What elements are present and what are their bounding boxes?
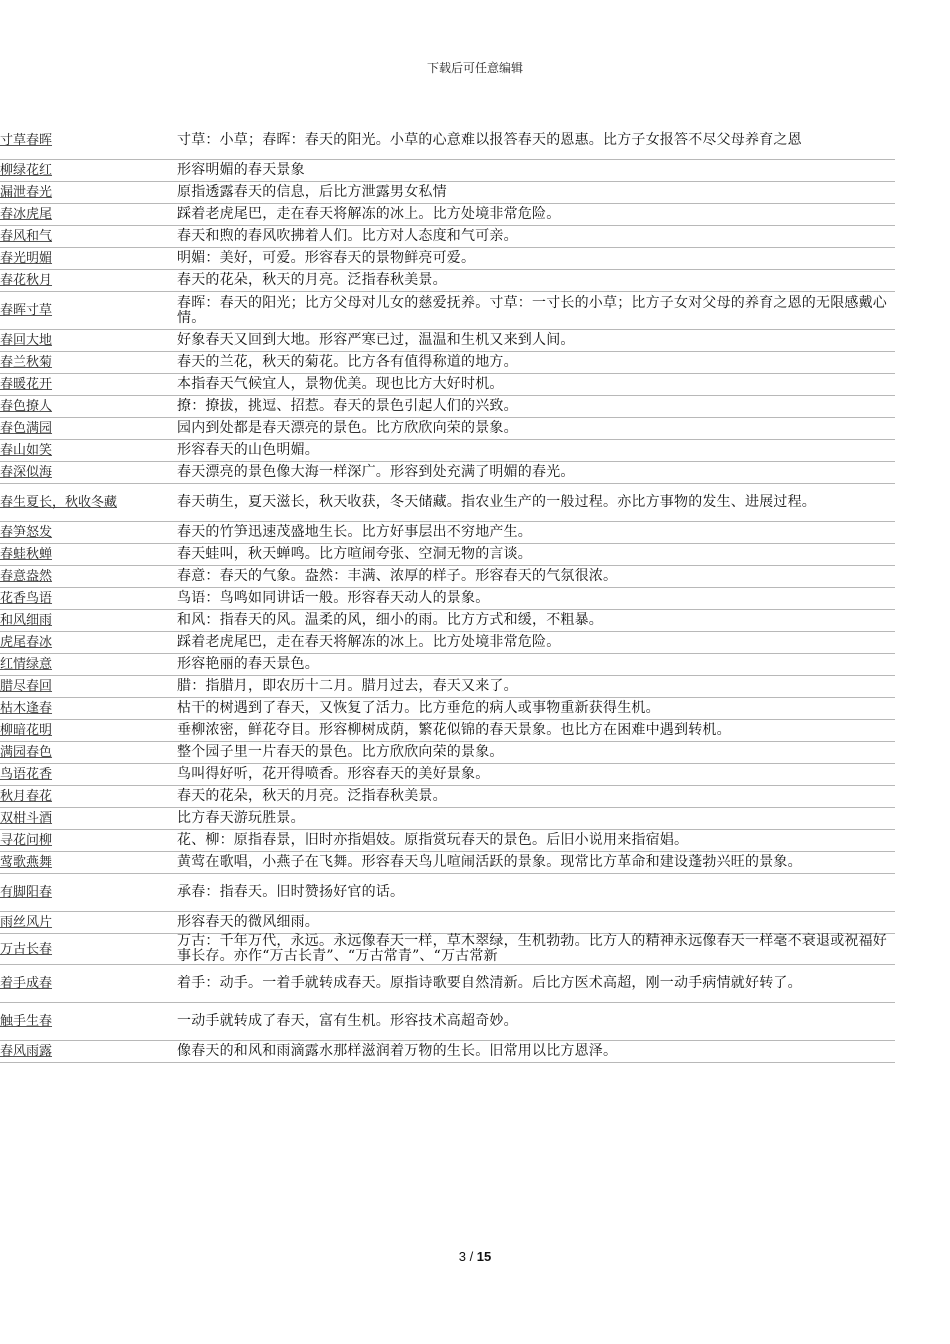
- idiom-term-cell: [0, 204, 177, 226]
- idiom-term-cell: [0, 830, 177, 852]
- idiom-term-cell: [0, 374, 177, 396]
- idiom-term-link[interactable]: 鸟语花香: [0, 767, 53, 782]
- idiom-term-cell: [0, 1041, 177, 1063]
- idiom-definition: 着手：动手。一着手就转成春天。原指诗歌要自然清新。后比方医术高超，刚一动手病情就好转了。: [177, 965, 895, 1003]
- table-row: [0, 462, 895, 484]
- idiom-term-cell: [0, 484, 177, 522]
- idiom-definition: 形容明媚的春天景象: [177, 160, 895, 182]
- idiom-definition: 像春天的和风和雨滴露水那样滋润着万物的生长。旧常用以比方恩泽。: [177, 1041, 895, 1063]
- table-row: [0, 610, 895, 632]
- table-row: [0, 808, 895, 830]
- idiom-definition: 和风：指春天的风。温柔的风，细小的雨。比方方式和缓，不粗暴。: [177, 610, 895, 632]
- idiom-term-link[interactable]: 春暖花开: [0, 377, 53, 392]
- idiom-definition: 一动手就转成了春天，富有生机。形容技术高超奇妙。: [177, 1003, 895, 1041]
- table-row: [0, 270, 895, 292]
- table-row: [0, 698, 895, 720]
- idiom-definition: 黄莺在歌唱，小燕子在飞舞。形容春天鸟儿喧闹活跃的景象。现常比方革命和建设蓬勃兴旺的景象。: [177, 852, 895, 874]
- table-row: [0, 764, 895, 786]
- idiom-definition: 春晖：春天的阳光；比方父母对儿女的慈爱抚养。寸草：一寸长的小草；比方子女对父母的养育之恩的无限感戴心情。: [177, 292, 895, 330]
- idiom-term-link[interactable]: 春花秋月: [0, 273, 53, 288]
- idiom-table-body: [0, 122, 895, 1063]
- table-row: [0, 632, 895, 654]
- idiom-definition: 春天的兰花，秋天的菊花。比方各有值得称道的地方。: [177, 352, 895, 374]
- idiom-term-link[interactable]: 春兰秋菊: [0, 355, 53, 370]
- table-row: [0, 588, 895, 610]
- table-row: [0, 352, 895, 374]
- idiom-term-link[interactable]: 春光明媚: [0, 251, 53, 266]
- idiom-term-link[interactable]: 虎尾春冰: [0, 635, 53, 650]
- idiom-term-cell: [0, 270, 177, 292]
- table-row: [0, 160, 895, 182]
- idiom-term-cell: [0, 522, 177, 544]
- idiom-definition: 鸟叫得好听，花开得喷香。形容春天的美好景象。: [177, 764, 895, 786]
- idiom-term-link[interactable]: 有脚阳春: [0, 885, 53, 900]
- idiom-definition: 枯干的树遇到了春天，又恢复了活力。比方垂危的病人或事物重新获得生机。: [177, 698, 895, 720]
- table-row: [0, 248, 895, 270]
- idiom-term-cell: [0, 566, 177, 588]
- table-row: [0, 1041, 895, 1063]
- idiom-term-cell: [0, 874, 177, 912]
- idiom-definition: 园内到处都是春天漂亮的景色。比方欣欣向荣的景象。: [177, 418, 895, 440]
- table-row: [0, 122, 895, 160]
- idiom-definition: 春天萌生，夏天滋长，秋天收获，冬天储藏。指农业生产的一般过程。亦比方事物的发生、进展过程。: [177, 484, 895, 522]
- idiom-term-cell: [0, 292, 177, 330]
- table-row: [0, 522, 895, 544]
- idiom-term-link[interactable]: 腊尽春回: [0, 679, 53, 694]
- idiom-definition: 原指透露春天的信息，后比方泄露男女私情: [177, 182, 895, 204]
- idiom-term-cell: [0, 698, 177, 720]
- table-row: [0, 566, 895, 588]
- idiom-term-link[interactable]: 春深似海: [0, 465, 53, 480]
- table-row: [0, 484, 895, 522]
- idiom-term-cell: [0, 632, 177, 654]
- idiom-definition: 承春：指春天。旧时赞扬好官的话。: [177, 874, 895, 912]
- idiom-term-link[interactable]: 春意盎然: [0, 569, 53, 584]
- idiom-term-cell: [0, 122, 177, 160]
- idiom-term-cell: [0, 676, 177, 698]
- idiom-term-link[interactable]: 红情绿意: [0, 657, 53, 672]
- idiom-definition: 寸草：小草；春晖：春天的阳光。小草的心意难以报答春天的恩惠。比方子女报答不尽父母养育之恩: [177, 122, 895, 160]
- idiom-definition: 万古：千年万代，永远。永远像春天一样，草木翠绿，生机勃勃。比方人的精神永远像春天一样毫不衰退或祝福好事长存。亦作“万古长青”、“万古常青”、“万古常新: [177, 934, 895, 965]
- table-row: [0, 374, 895, 396]
- table-row: [0, 418, 895, 440]
- table-row: [0, 396, 895, 418]
- idiom-term-cell: [0, 912, 177, 934]
- idiom-term-cell: [0, 544, 177, 566]
- page-number-total: 15: [476, 1249, 492, 1264]
- table-row: [0, 1003, 895, 1041]
- idiom-definition: 春意：春天的气象。盎然：丰满、浓厚的样子。形容春天的气氛很浓。: [177, 566, 895, 588]
- idiom-term-link[interactable]: 莺歌燕舞: [0, 855, 53, 870]
- idiom-term-link[interactable]: 触手生春: [0, 1014, 53, 1029]
- idiom-definition: 春天的花朵，秋天的月亮。泛指春秋美景。: [177, 270, 895, 292]
- table-row: [0, 786, 895, 808]
- idiom-term-link[interactable]: 春色撩人: [0, 399, 53, 414]
- idiom-table: [0, 122, 895, 1063]
- idiom-term-cell: [0, 160, 177, 182]
- idiom-definition: 形容春天的山色明媚。: [177, 440, 895, 462]
- idiom-term-cell: [0, 965, 177, 1003]
- idiom-definition: 踩着老虎尾巴，走在春天将解冻的冰上。比方处境非常危险。: [177, 632, 895, 654]
- idiom-term-link[interactable]: 柳暗花明: [0, 723, 53, 738]
- idiom-definition: 踩着老虎尾巴，走在春天将解冻的冰上。比方处境非常危险。: [177, 204, 895, 226]
- table-row: [0, 912, 895, 934]
- idiom-term-cell: [0, 418, 177, 440]
- idiom-definition: 本指春天气候宜人，景物优美。现也比方大好时机。: [177, 374, 895, 396]
- idiom-term-cell: [0, 808, 177, 830]
- table-row: [0, 330, 895, 352]
- idiom-definition: 春天的竹笋迅速茂盛地生长。比方好事层出不穷地产生。: [177, 522, 895, 544]
- idiom-term-cell: [0, 852, 177, 874]
- table-row: [0, 654, 895, 676]
- idiom-term-link[interactable]: 满园春色: [0, 745, 53, 760]
- table-row: [0, 965, 895, 1003]
- idiom-term-cell: [0, 1003, 177, 1041]
- idiom-definition: 花、柳：原指春景，旧时亦指娼妓。原指赏玩春天的景色。后旧小说用来指宿娼。: [177, 830, 895, 852]
- idiom-term-link[interactable]: 枯木逢春: [0, 701, 53, 716]
- table-row: [0, 676, 895, 698]
- idiom-definition: 鸟语：鸟鸣如同讲话一般。形容春天动人的景象。: [177, 588, 895, 610]
- idiom-definition: 春天的花朵，秋天的月亮。泛指春秋美景。: [177, 786, 895, 808]
- idiom-term-link[interactable]: 秋月春花: [0, 789, 53, 804]
- idiom-term-cell: [0, 786, 177, 808]
- idiom-term-link[interactable]: 漏泄春光: [0, 185, 53, 200]
- idiom-term-cell: [0, 934, 177, 965]
- idiom-term-cell: [0, 764, 177, 786]
- idiom-term-link[interactable]: 寸草春晖: [0, 133, 53, 148]
- table-row: [0, 720, 895, 742]
- idiom-term-link[interactable]: 寻花问柳: [0, 833, 53, 848]
- table-row: [0, 292, 895, 330]
- table-row: [0, 742, 895, 764]
- idiom-definition: 整个园子里一片春天的景色。比方欣欣向荣的景象。: [177, 742, 895, 764]
- idiom-term-link[interactable]: 春冰虎尾: [0, 207, 53, 222]
- idiom-term-link[interactable]: 万古长春: [0, 941, 53, 957]
- table-row: [0, 934, 895, 965]
- idiom-term-cell: [0, 654, 177, 676]
- table-row: [0, 182, 895, 204]
- page-footer: [0, 1249, 950, 1264]
- idiom-term-link[interactable]: 春色满园: [0, 421, 53, 436]
- idiom-definition: 好象春天又回到大地。形容严寒已过，温温和生机又来到人间。: [177, 330, 895, 352]
- idiom-term-link[interactable]: 春生夏长，秋收冬藏: [0, 495, 118, 510]
- table-row: [0, 544, 895, 566]
- idiom-term-cell: [0, 742, 177, 764]
- idiom-term-link[interactable]: 春风和气: [0, 229, 53, 244]
- idiom-definition: 比方春天游玩胜景。: [177, 808, 895, 830]
- page-header: 下载后可任意编辑: [426, 61, 523, 75]
- idiom-term-link[interactable]: 春蛙秋蝉: [0, 547, 53, 562]
- idiom-term-cell: [0, 248, 177, 270]
- table-row: [0, 830, 895, 852]
- idiom-term-cell: [0, 352, 177, 374]
- page-number-current: 3: [458, 1249, 466, 1264]
- idiom-definition: 明媚：美好，可爱。形容春天的景物鲜亮可爱。: [177, 248, 895, 270]
- idiom-term-cell: [0, 440, 177, 462]
- idiom-term-link[interactable]: 着手成春: [0, 976, 53, 991]
- idiom-definition: 春天蛙叫，秋天蝉鸣。比方喧闹夸张、空洞无物的言谈。: [177, 544, 895, 566]
- idiom-term-link[interactable]: 春晖寸草: [0, 303, 53, 318]
- idiom-term-cell: [0, 588, 177, 610]
- idiom-term-cell: [0, 610, 177, 632]
- idiom-term-cell: [0, 226, 177, 248]
- idiom-term-link[interactable]: 花香鸟语: [0, 591, 53, 606]
- idiom-term-link[interactable]: 柳绿花红: [0, 163, 53, 178]
- idiom-term-cell: [0, 396, 177, 418]
- idiom-term-link[interactable]: 雨丝风片: [0, 915, 53, 930]
- idiom-term-link[interactable]: 春回大地: [0, 333, 53, 348]
- idiom-term-cell: [0, 720, 177, 742]
- table-row: [0, 204, 895, 226]
- idiom-definition: 春天和煦的春风吹拂着人们。比方对人态度和气可亲。: [177, 226, 895, 248]
- table-row: [0, 874, 895, 912]
- table-row: [0, 226, 895, 248]
- idiom-term-link[interactable]: 春风雨露: [0, 1044, 53, 1059]
- idiom-term-link[interactable]: 双柑斗酒: [0, 811, 53, 826]
- idiom-definition: 春天漂亮的景色像大海一样深广。形容到处充满了明媚的春光。: [177, 462, 895, 484]
- idiom-definition: 形容艳丽的春天景色。: [177, 654, 895, 676]
- idiom-definition: 垂柳浓密，鲜花夺目。形容柳树成荫，繁花似锦的春天景象。也比方在困难中遇到转机。: [177, 720, 895, 742]
- idiom-definition: 形容春天的微风细雨。: [177, 912, 895, 934]
- table-row: [0, 440, 895, 462]
- idiom-term-link[interactable]: 春山如笑: [0, 443, 53, 458]
- idiom-definition: 撩：撩拔，挑逗、招惹。春天的景色引起人们的兴致。: [177, 396, 895, 418]
- table-row: [0, 852, 895, 874]
- idiom-term-link[interactable]: 和风细雨: [0, 613, 53, 628]
- idiom-term-cell: [0, 462, 177, 484]
- idiom-definition: 腊：指腊月，即农历十二月。腊月过去，春天又来了。: [177, 676, 895, 698]
- idiom-term-cell: [0, 182, 177, 204]
- page-number-separator: /: [465, 1249, 477, 1264]
- idiom-term-cell: [0, 330, 177, 352]
- idiom-term-link[interactable]: 春笋怒发: [0, 525, 53, 540]
